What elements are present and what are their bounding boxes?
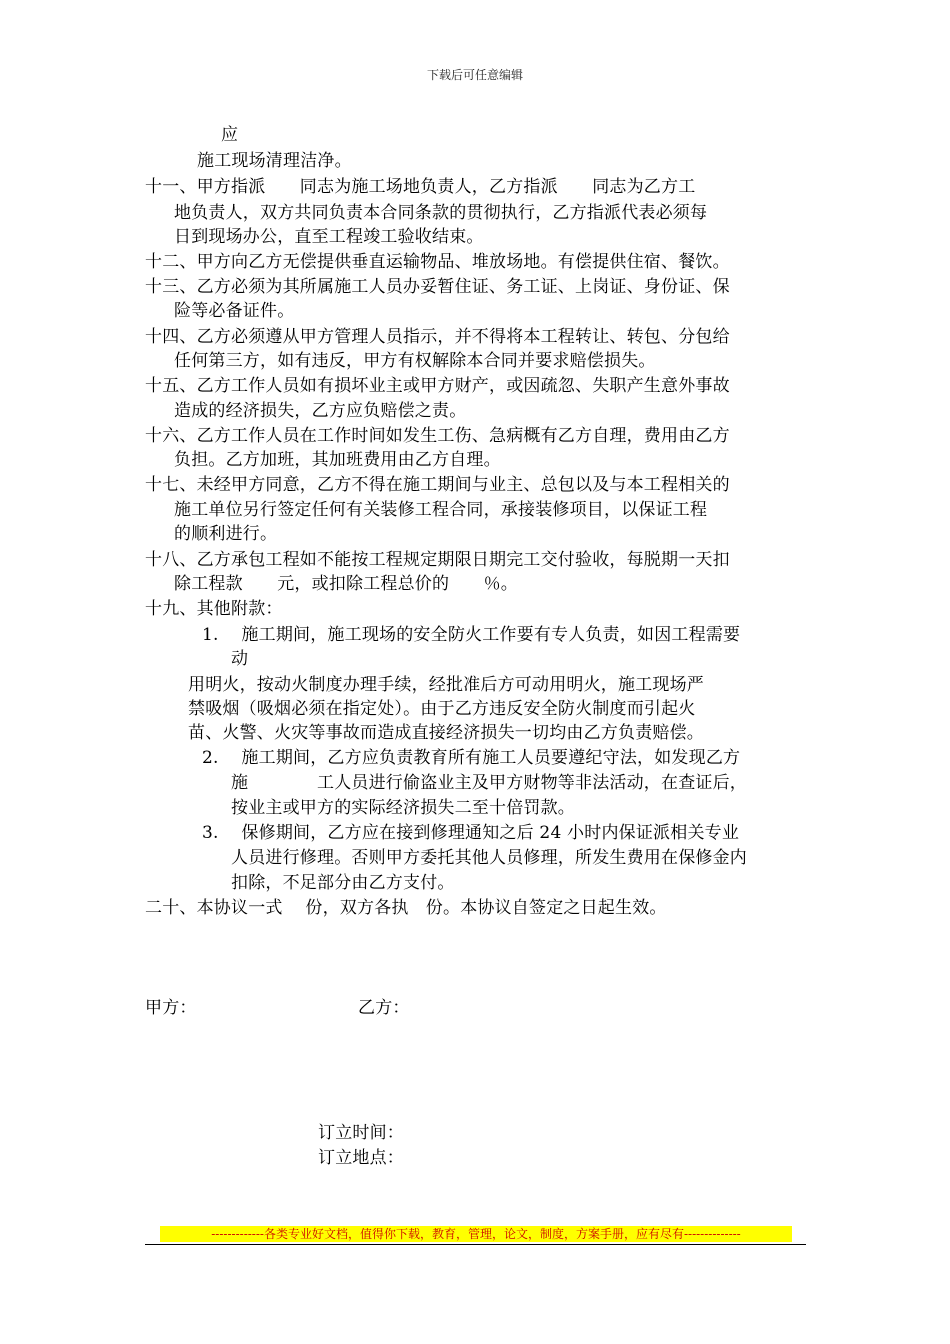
text-line: 施 工人员进行偷盗业主及甲方财物等非法活动，在查证后， xyxy=(231,773,747,793)
text-line: 用明火，按动火制度办理手续，经批准后方可动用明火，施工现场严 xyxy=(188,675,704,695)
text-line: 险等必备证件。 xyxy=(174,301,295,321)
clause-12: 十二、甲方向乙方无偿提供垂直运输物品、堆放场地。有偿提供住宿、餐饮。 xyxy=(145,252,730,272)
clause-18: 十八、乙方承包工程如不能按工程规定期限日期完工交付验收，每脱期一天扣 xyxy=(145,550,730,570)
page-header: 下载后可任意编辑 xyxy=(426,68,523,82)
text-line: 施工单位另行签定任何有关装修工程合同，承接装修项目，以保证工程 xyxy=(174,500,708,520)
text-line: 人员进行修理。否则甲方委托其他人员修理，所发生费用在保修金内 xyxy=(231,848,747,868)
clause-11: 十一、甲方指派 同志为施工场地负责人，乙方指派 同志为乙方工 xyxy=(145,177,696,197)
text-line: 地负责人，双方共同负责本合同条款的贯彻执行，乙方指派代表必须每 xyxy=(174,203,708,223)
clause-13: 十三、乙方必须为其所属施工人员办妥暂住证、务工证、上岗证、身份证、保 xyxy=(145,277,730,297)
text-line: 造成的经济损失，乙方应负赔偿之责。 xyxy=(174,401,467,421)
clause-19: 十九、其他附款： xyxy=(145,599,283,619)
clause-14: 十四、乙方必须遵从甲方管理人员指示，并不得将本工程转让、转包、分包给 xyxy=(145,327,730,347)
clause-15: 十五、乙方工作人员如有损坏业主或甲方财产，或因疏忽、失职产生意外事故 xyxy=(145,376,730,396)
party-a-label: 甲方： xyxy=(145,998,197,1018)
text-line: 按业主或甲方的实际经济损失二至十倍罚款。 xyxy=(231,798,575,818)
sub-item-3: 3. 保修期间，乙方应在接到修理通知之后 24 小时内保证派相关专业 xyxy=(202,823,740,843)
footer-divider xyxy=(145,1244,806,1245)
clause-16: 十六、乙方工作人员在工作时间如发生工伤、急病概有乙方自理，费用由乙方 xyxy=(145,426,730,446)
sign-place-label: 订立地点： xyxy=(318,1148,404,1168)
text-line: 负担。乙方加班，其加班费用由乙方自理。 xyxy=(174,450,501,470)
sign-date-label: 订立时间： xyxy=(318,1123,404,1143)
text-line: 禁吸烟（吸烟必须在指定处）。由于乙方违反安全防火制度而引起火 xyxy=(188,699,696,719)
text-line: 动 xyxy=(231,649,249,669)
sub-item-1: 1. 施工期间，施工现场的安全防火工作要有专人负责，如因工程需要 xyxy=(202,625,741,645)
text-line: 苗、火警、火灾等事故而造成直接经济损失一切均由乙方负责赔偿。 xyxy=(188,723,704,743)
text-line: 任何第三方，如有违反，甲方有权解除本合同并要求赔偿损失。 xyxy=(174,351,656,371)
text-line: 除工程款 元，或扣除工程总价的 ％。 xyxy=(174,574,518,594)
clause-17: 十七、未经甲方同意，乙方不得在施工期间与业主、总包以及与本工程相关的 xyxy=(145,475,730,495)
text-line: 日到现场办公，直至工程竣工验收结束。 xyxy=(174,227,484,247)
sub-item-2: 2. 施工期间，乙方应负责教育所有施工人员要遵纪守法，如发现乙方 xyxy=(202,748,741,768)
text-line: 的顺利进行。 xyxy=(174,524,278,544)
text-line: 应 xyxy=(221,125,239,145)
footer-banner: -------------各类专业好文档，值得你下载，教育，管理，论文，制度，方案手册，应有尽有-------------- xyxy=(160,1226,792,1242)
text-line: 施工现场清理洁净。 xyxy=(197,151,352,171)
party-b-label: 乙方： xyxy=(358,998,410,1018)
text-line: 扣除，不足部分由乙方支付。 xyxy=(231,873,455,893)
clause-20: 二十、本协议一式 份，双方各执 份。本协议自签定之日起生效。 xyxy=(145,898,667,918)
